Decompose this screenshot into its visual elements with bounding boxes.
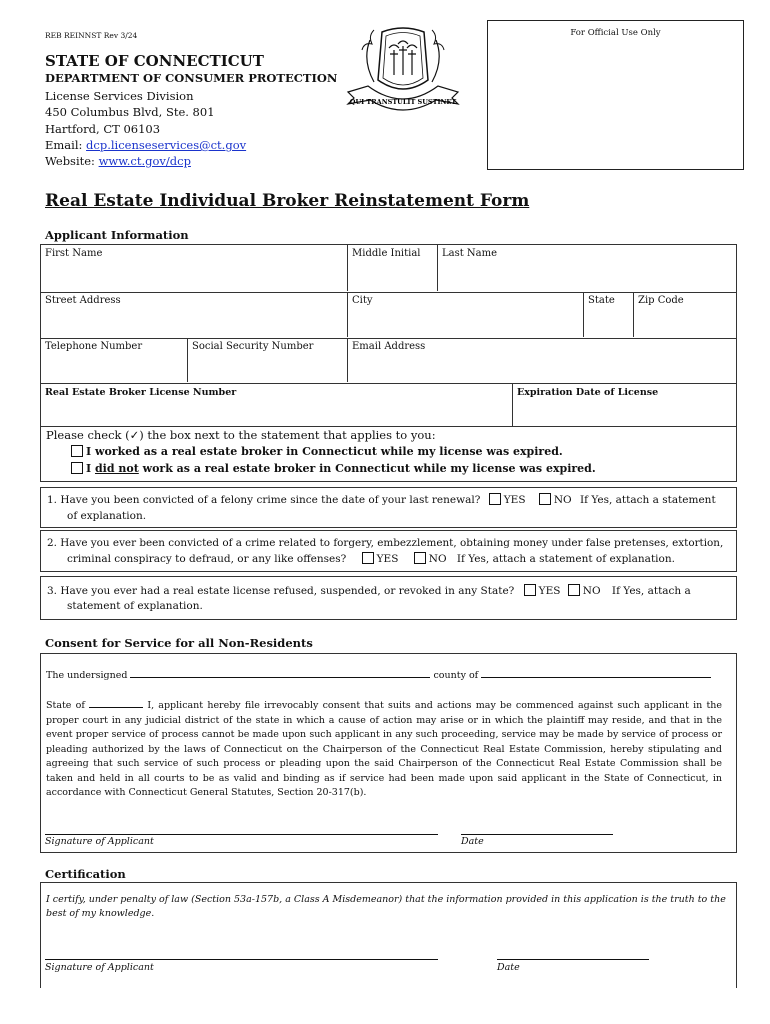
street-address-field[interactable]: Street Address: [41, 292, 348, 337]
q1-no-checkbox[interactable]: [539, 493, 551, 505]
middle-initial-field[interactable]: Middle Initial: [348, 245, 438, 291]
q2-yes-checkbox[interactable]: [362, 552, 374, 564]
consent-signature-label: Signature of Applicant: [45, 836, 154, 847]
official-use-box: [487, 20, 744, 170]
question-3-text: 3. Have you ever had a real estate license refused, suspended, or revoked in any State?: [47, 585, 515, 597]
certification-date-label: Date: [497, 962, 520, 973]
certification-signature-line[interactable]: [45, 959, 438, 960]
license-number-field[interactable]: Real Estate Broker License Number: [41, 383, 513, 426]
svg-text:QUI TRANSTULIT SUSTINET: QUI TRANSTULIT SUSTINET: [349, 98, 457, 106]
worked-option-label: I worked as a real estate broker in Connecticut while my license was expired.: [86, 445, 563, 458]
first-name-field[interactable]: First Name: [41, 245, 348, 291]
last-name-field[interactable]: Last Name: [442, 248, 498, 259]
contact-row: [41, 338, 736, 384]
state-name: STATE OF CONNECTICUT: [45, 52, 264, 70]
department-name: DEPARTMENT OF CONSUMER PROTECTION: [45, 71, 338, 85]
q3-yes-checkbox[interactable]: [524, 584, 536, 596]
statement-box: Please check (✓) the box next to the statement that applies to you: I worked as a real estate broker in Connecticut while my license was expired. I did not work as a real estate broker in Connecticut while my license was expired.: [40, 426, 737, 482]
did-not-work-checkbox[interactable]: [71, 462, 83, 474]
division: License Services Division: [45, 89, 194, 103]
applicant-section-title: Applicant Information: [45, 228, 189, 242]
website-link[interactable]: www.ct.gov/dcp: [98, 154, 191, 169]
certification-text: I certify, under penalty of law (Section 53a-157b, a Class A Misdemeanor) that the information provided in this application is the truth to the best of my knowledge.: [46, 894, 726, 919]
state-of-line[interactable]: [89, 707, 143, 708]
applicant-grid: [40, 244, 737, 427]
undersigned-line[interactable]: [130, 677, 430, 678]
city-line: Hartford, CT 06103: [45, 121, 161, 136]
consent-box: The undersigned county of State of I, applicant hereby file irrevocably consent that suits and actions may be commenced against such applicant in the proper court in any judicial district of the state in which a cause of action may arise or in which the plaintiff may reside, and that in the event proper service of process cannot be made upon such applicant in any such proceeding, service may be made by service of process or pleading authorized by the laws of Connecticut on the Chairperson of the Connecticut Real Estate Commission, hereby stipulating and agreeing that such service of such process or pleading upon the said Chairperson of the Connecticut Real Estate Commission shall be taken and held in all courts to be as valid and binding as if service had been made upon said applicant in the State of Connecticut, in accordance with Connecticut General Statutes, Section 20-317(b). Signature of Applicant Date: [40, 653, 737, 853]
address-block: License Services Division 450 Columbus Blvd, Ste. 801 Hartford, CT 06103 Email: dcp.licenseservices@ct.gov Website: www.ct.gov/dcp: [45, 89, 247, 169]
street: 450 Columbus Blvd, Ste. 801: [45, 105, 215, 120]
consent-date-line[interactable]: [461, 834, 613, 835]
state-seal-icon: [344, 20, 462, 120]
email-link[interactable]: dcp.licenseservices@ct.gov: [86, 137, 247, 152]
telephone-field[interactable]: Telephone Number: [41, 338, 188, 382]
question-1-box: 1. Have you been convicted of a felony crime since the date of your last renewal? YES NO If Yes, attach a statement of explanation.: [40, 487, 737, 528]
consent-signature-line[interactable]: [45, 834, 438, 835]
question-1-text: 1. Have you been convicted of a felony crime since the date of your last renewal?: [47, 494, 481, 506]
expiration-date-field[interactable]: Expiration Date of License: [517, 387, 659, 398]
county-line[interactable]: [481, 677, 711, 678]
form-revision: REB REINNST Rev 3/24: [45, 31, 138, 40]
consent-section-title: Consent for Service for all Non-Residents: [45, 636, 313, 650]
state-field[interactable]: State: [584, 292, 634, 337]
consent-date-label: Date: [461, 836, 484, 847]
worked-checkbox[interactable]: [71, 445, 83, 457]
certification-date-line[interactable]: [497, 959, 649, 960]
zip-code-field[interactable]: Zip Code: [638, 295, 684, 306]
q2-no-checkbox[interactable]: [414, 552, 426, 564]
official-use-label: For Official Use Only: [570, 28, 661, 38]
certification-signature-label: Signature of Applicant: [45, 962, 154, 973]
certification-box: [40, 882, 737, 988]
ssn-field[interactable]: Social Security Number: [188, 338, 348, 382]
question-2-box: 2. Have you ever been convicted of a crime related to forgery, embezzlement, obtaining money under false pretenses, extortion, criminal conspiracy to defraud, or any like offenses? YES NO If Yes, attach a statement of explanation.: [40, 530, 737, 572]
q1-yes-checkbox[interactable]: [489, 493, 501, 505]
q3-no-checkbox[interactable]: [568, 584, 580, 596]
city-field[interactable]: City: [348, 292, 584, 337]
question-2-text: 2. Have you ever been convicted of a crime related to forgery, embezzlement, obtaining money under false pretenses, extortion,: [47, 537, 724, 549]
form-title: Real Estate Individual Broker Reinstatement Form: [45, 191, 530, 211]
email-field[interactable]: Email Address: [352, 341, 426, 352]
statement-prompt: Please check (✓) the box next to the statement that applies to you:: [46, 428, 436, 442]
question-3-box: 3. Have you ever had a real estate license refused, suspended, or revoked in any State? YES NO If Yes, attach a statement of explanation.: [40, 576, 737, 620]
name-row: [41, 245, 736, 293]
certification-section-title: Certification: [45, 867, 126, 881]
license-row: [41, 383, 736, 426]
address-row: [41, 292, 736, 339]
consent-body: State of I, applicant hereby file irrevocably consent that suits and actions may be commenced against such applicant in the proper court in any judicial district of the state in which a cause of action may arise or in which the plaintiff may reside, and that in the event proper service of process cannot be made upon such applicant in any such proceeding, service may be made by service of process or pleading authorized by the laws of Connecticut on the Chairperson of the Connecticut Real Estate Commission, hereby stipulating and agreeing that such service of such process or pleading upon the said Chairperson of the Connecticut Real Estate Commission shall be taken and held in all courts to be as valid and binding as if service had been made upon said applicant in the State of Connecticut, in accordance with Connecticut General Statutes, Section 20-317(b).: [46, 700, 722, 798]
